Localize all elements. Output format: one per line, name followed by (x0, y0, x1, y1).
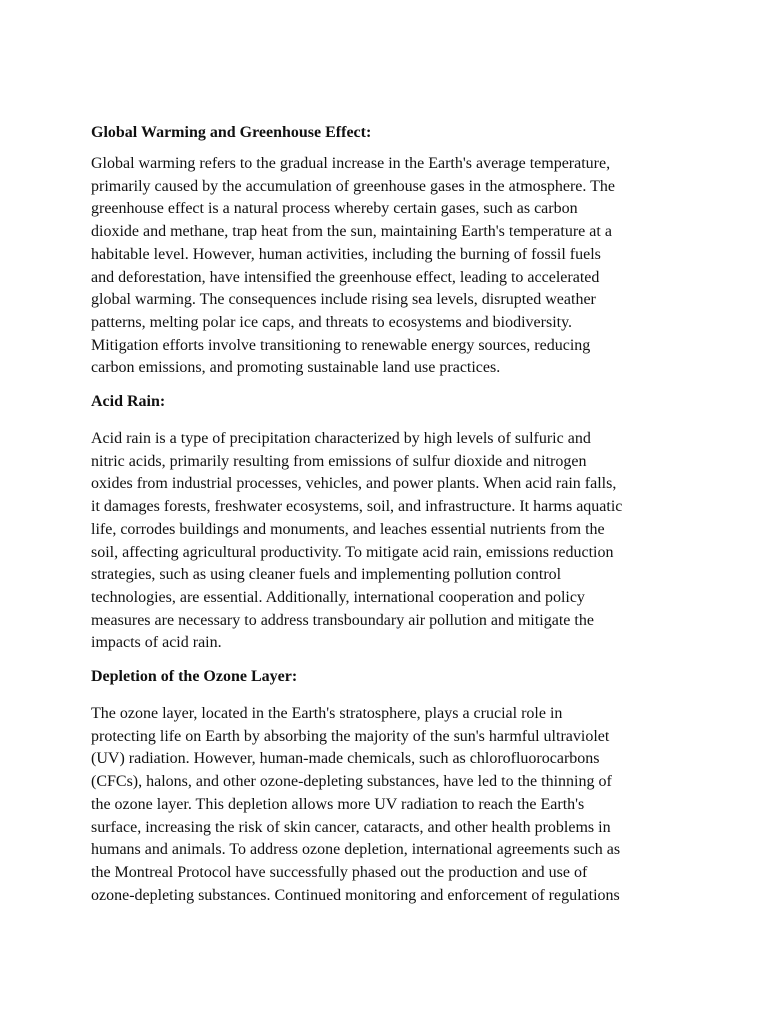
text-line: ozone-depleting substances. Continued monitoring and enforcement of regulations (91, 886, 620, 904)
text-line: surface, increasing the risk of skin cancer, cataracts, and other health problems in (91, 818, 611, 836)
text-line: technologies, are essential. Additionally, international cooperation and policy (91, 588, 585, 606)
text-line: strategies, such as using cleaner fuels and implementing pollution control (91, 566, 562, 584)
text-line: primarily caused by the accumulation of greenhouse gases in the atmosphere. The (91, 177, 615, 195)
text-line: (CFCs), halons, and other ozone-depleting substances, have led to the thinning of (91, 773, 612, 791)
text-line: the ozone layer. This depletion allows more UV radiation to reach the Earth's (91, 795, 585, 813)
text-line: it damages forests, freshwater ecosystems, soil, and infrastructure. It harms aquatic (91, 498, 623, 516)
text-line: life, corrodes buildings and monuments, and leaches essential nutrients from the (91, 520, 605, 538)
text-line: (UV) radiation. However, human-made chemicals, such as chlorofluorocarbons (91, 750, 600, 768)
text-line: and deforestation, have intensified the greenhouse effect, leading to accelerated (91, 268, 600, 286)
text-line: Acid rain is a type of precipitation characterized by high levels of sulfuric and (91, 430, 591, 448)
document-page (91, 122, 683, 907)
text-line: greenhouse effect is a natural process whereby certain gases, such as carbon (91, 200, 578, 218)
text-line: humans and animals. To address ozone depletion, international agreements such as (91, 841, 621, 859)
text-line: measures are necessary to address transboundary air pollution and mitigate the (91, 611, 594, 629)
text-line: habitable level. However, human activities, including the burning of fossil fuels (91, 245, 601, 263)
text-line: Mitigation efforts involve transitioning to renewable energy sources, reducing (91, 336, 591, 354)
text-line: patterns, melting polar ice caps, and threats to ecosystems and biodiversity. (91, 313, 573, 331)
text-line: The ozone layer, located in the Earth's stratosphere, plays a crucial role in (91, 705, 563, 723)
section-body-ozone-depletion (91, 703, 683, 907)
text-line: protecting life on Earth by absorbing the majority of the sun's harmful ultraviolet (91, 727, 610, 745)
section-heading-ozone-depletion: Depletion of the Ozone Layer: (91, 668, 298, 686)
text-line: dioxide and methane, trap heat from the sun, maintaining Earth's temperature at a (91, 223, 612, 241)
text-line: oxides from industrial processes, vehicles, and power plants. When acid rain falls, (91, 475, 617, 493)
text-line: global warming. The consequences include rising sea levels, disrupted weather (91, 291, 596, 309)
text-line: carbon emissions, and promoting sustainable land use practices. (91, 359, 501, 377)
section-body-acid-rain (91, 428, 683, 655)
text-line: impacts of acid rain. (91, 634, 222, 652)
text-line: Global warming refers to the gradual increase in the Earth's average temperature, (91, 155, 611, 172)
text-line: the Montreal Protocol have successfully phased out the production and use of (91, 863, 588, 881)
section-heading-global-warming: Global Warming and Greenhouse Effect: (91, 124, 372, 141)
text-line: nitric acids, primarily resulting from emissions of sulfur dioxide and nitrogen (91, 452, 587, 470)
section-heading-acid-rain: Acid Rain: (91, 393, 166, 411)
text-line: soil, affecting agricultural productivity. To mitigate acid rain, emissions reduction (91, 543, 614, 561)
section-body-global-warming (91, 153, 683, 380)
